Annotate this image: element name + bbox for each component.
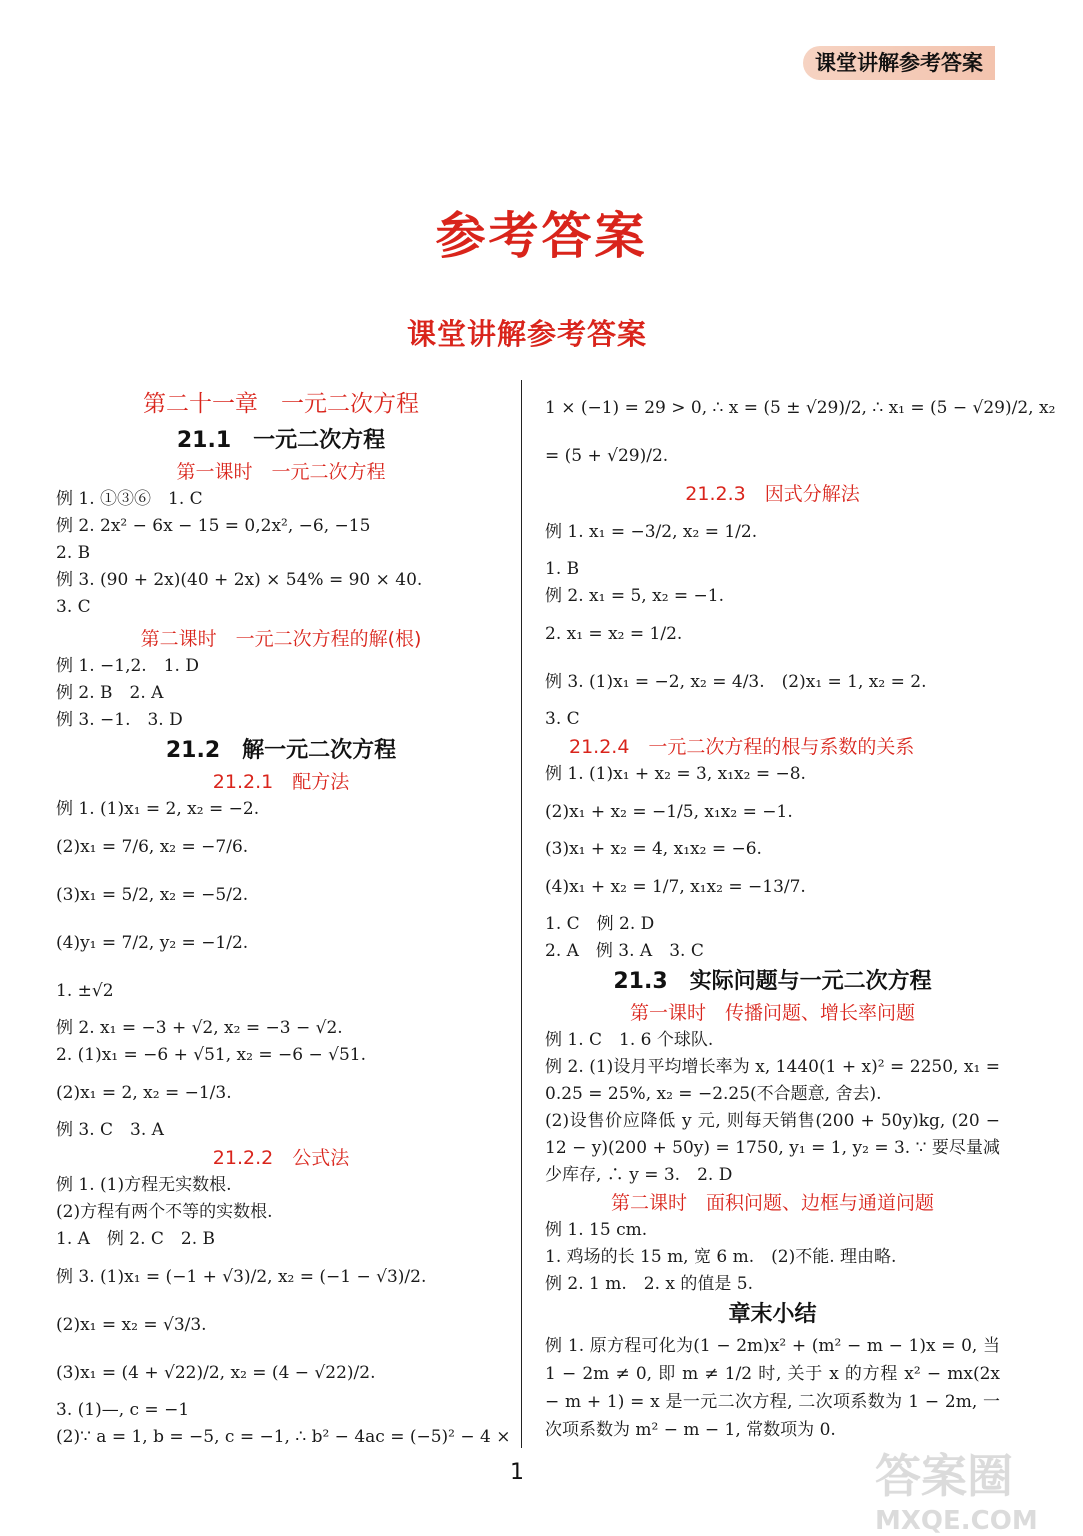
answer-line: 例 1. (1)x₁ + x₂ = 3, x₁x₂ = −8. (545, 764, 806, 784)
answer-line: 2. x₁ = x₂ = 1/2. (545, 624, 683, 644)
answer-line: (3)x₁ = (4 + √22)/2, x₂ = (4 − √22)/2. (56, 1363, 376, 1383)
answer-line: 例 2. 1 m. 2. x 的值是 5. (545, 1274, 754, 1294)
section-heading: 21.2 解一元二次方程 (165, 738, 397, 763)
page-subtitle: 课堂讲解参考答案 (406, 317, 647, 351)
page-title: 参考答案 (435, 207, 648, 265)
answer-paragraph: (2)设售价应降低 y 元, 则每天销售(200 + 50y)kg, (20 − 12 − y)(200 + 50y) = 1750, y₁ = 1, y₂ = 3. ∵ 要尽量减少库存, ∴ y = 3. 2. D (545, 1111, 1000, 1185)
answer-line: 2. A 例 3. A 3. C (545, 941, 704, 961)
answer-line: 1. ±√2 (56, 981, 114, 1001)
answer-line: (4)y₁ = 7/2, y₂ = −1/2. (56, 933, 249, 953)
lesson-heading: 第一课时 传播问题、增长率问题 (629, 1002, 915, 1024)
answer-line: 例 1. C 1. 6 个球队. (545, 1030, 714, 1050)
answer-line: 2. B (56, 543, 91, 563)
column-divider (521, 380, 522, 1448)
answer-line: (2)x₁ = x₂ = √3/3. (56, 1315, 207, 1335)
answer-line: 1. A 例 2. C 2. B (56, 1229, 216, 1249)
page-number: 1 (510, 1460, 524, 1485)
answer-line: 3. C (56, 597, 91, 617)
answer-paragraph: 例 2. (1)设月平均增长率为 x, 1440(1 + x)² = 2250, x₁ = 0.25 = 25%, x₂ = −2.25(不合题意, 舍去). (545, 1057, 1000, 1104)
watermark-url: MXQE.COM (875, 1506, 1038, 1536)
answer-line: 例 1. ①③⑥ 1. C (56, 489, 203, 509)
answer-line: 1. B (545, 559, 580, 579)
answer-line: 例 3. (1)x₁ = −2, x₂ = 4/3. (2)x₁ = 1, x₂ = 2. (545, 672, 927, 692)
answer-line: 例 2. x₁ = 5, x₂ = −1. (545, 586, 725, 606)
answer-line: 例 2. x₁ = −3 + √2, x₂ = −3 − √2. (56, 1018, 343, 1038)
answer-line: 例 1. −1,2. 1. D (56, 656, 199, 676)
answer-line: 例 1. x₁ = −3/2, x₂ = 1/2. (545, 522, 758, 542)
chapter-heading: 第二十一章 一元二次方程 (143, 391, 419, 417)
answer-line: 例 3. −1. 3. D (56, 710, 183, 730)
section-heading: 21.1 一元二次方程 (176, 428, 386, 453)
section-heading: 21.3 实际问题与一元二次方程 (613, 969, 932, 994)
left-column (56, 384, 511, 1451)
answer-line: 例 2. 2x² − 6x − 15 = 0,2x², −6, −15 (56, 516, 371, 536)
answer-line: 例 3. C 3. A (56, 1120, 164, 1140)
lesson-heading: 第二课时 面积问题、边框与通道问题 (610, 1192, 934, 1214)
answer-line: (4)x₁ + x₂ = 1/7, x₁x₂ = −13/7. (545, 877, 806, 897)
answer-line: 1. C 例 2. D (545, 914, 655, 934)
answer-line: (3)x₁ + x₂ = 4, x₁x₂ = −6. (545, 839, 762, 859)
answer-line: (2)x₁ = 2, x₂ = −1/3. (56, 1083, 232, 1103)
answer-line: (2)∵ a = 1, b = −5, c = −1, ∴ b² − 4ac = (−5)² − 4 × (56, 1427, 511, 1447)
right-column (545, 384, 1056, 1444)
watermark-logo (875, 1440, 1055, 1536)
summary-heading: 章末小结 (728, 1302, 817, 1327)
subsection-heading: 21.2.4 一元二次方程的根与系数的关系 (569, 736, 915, 758)
answer-line: 例 1. (1)方程无实数根. (56, 1175, 232, 1195)
answer-line: (2)方程有两个不等的实数根. (56, 1202, 273, 1222)
lesson-heading: 第二课时 一元二次方程的解(根) (140, 628, 422, 650)
subsection-heading: 21.2.3 因式分解法 (685, 483, 860, 505)
answer-line: (2)x₁ + x₂ = −1/5, x₁x₂ = −1. (545, 802, 793, 822)
lesson-heading: 第一课时 一元二次方程 (176, 461, 386, 483)
answer-line: 例 3. (90 + 2x)(40 + 2x) × 54% = 90 × 40. (56, 570, 423, 590)
answer-line: 例 1. (1)x₁ = 2, x₂ = −2. (56, 799, 260, 819)
answer-line: 例 3. (1)x₁ = (−1 + √3)/2, x₂ = (−1 − √3)/2. (56, 1267, 427, 1287)
watermark-text: 答案圈 (875, 1449, 1013, 1503)
subsection-heading: 21.2.1 配方法 (212, 771, 350, 793)
answer-line: 1 × (−1) = 29 > 0, ∴ x = (5 ± √29)/2, ∴ x₁ = (5 − √29)/2, x₂ (545, 398, 1056, 418)
subsection-heading: 21.2.2 公式法 (212, 1147, 350, 1169)
answer-line: 例 1. 15 cm. (545, 1220, 648, 1240)
answer-paragraph: 例 1. 原方程可化为(1 − 2m)x² + (m² − m − 1)x = 0, 当 1 − 2m ≠ 0, 即 m ≠ 1/2 时, 关于 x 的方程 x² − mx(2x − m + 1) = x 是一元二次方程, 二次项系数为 1 − 2m, 一次项系数为 m² − m − 1, 常数项为 0. (545, 1336, 1000, 1440)
answer-line: 3. (1)—, c = −1 (56, 1400, 190, 1420)
answer-line: 例 2. B 2. A (56, 683, 164, 703)
answer-line: (2)x₁ = 7/6, x₂ = −7/6. (56, 837, 249, 857)
answer-line: (3)x₁ = 5/2, x₂ = −5/2. (56, 885, 249, 905)
header-badge: 课堂讲解参考答案 (803, 46, 995, 80)
answer-line: 2. (1)x₁ = −6 + √51, x₂ = −6 − √51. (56, 1045, 366, 1065)
answer-line: 3. C (545, 709, 580, 729)
answer-line: = (5 + √29)/2. (545, 446, 669, 466)
answer-line: 1. 鸡场的长 15 m, 宽 6 m. (2)不能. 理由略. (545, 1247, 897, 1267)
